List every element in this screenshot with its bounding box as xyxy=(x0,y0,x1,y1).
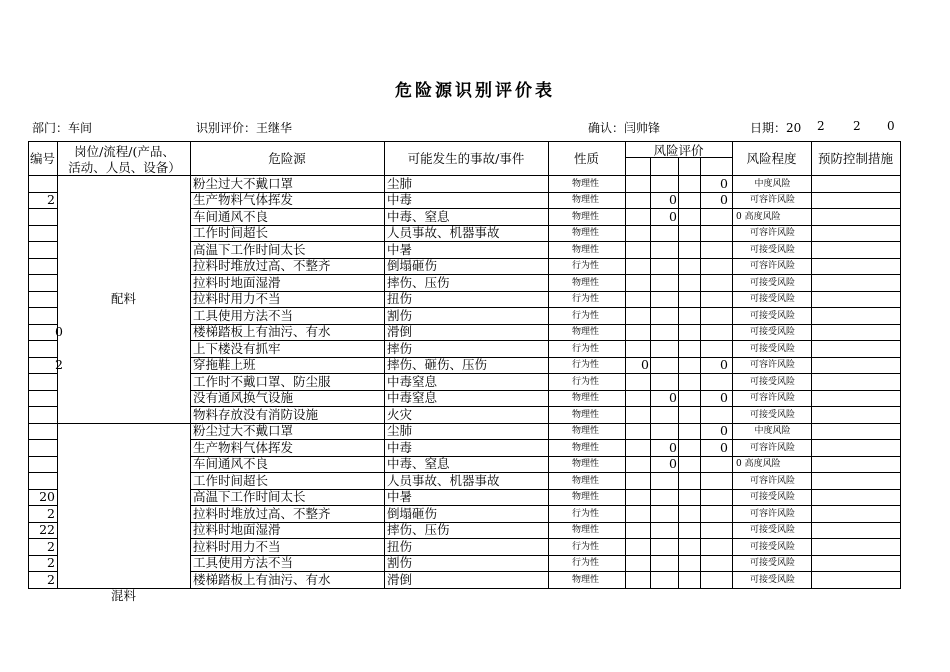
header-no: 编号 xyxy=(29,151,55,166)
grid-line xyxy=(28,423,57,424)
row-level: 中度风险 xyxy=(754,426,791,436)
row-hazard: 工具使用方法不当 xyxy=(193,555,294,570)
row-accident: 滑倒 xyxy=(387,571,413,587)
row-hazard: 高温下工作时间太长 xyxy=(193,489,306,504)
row-level: 可容许风险 xyxy=(749,393,795,403)
row-nature: 行为性 xyxy=(572,360,600,370)
row-accident: 中暑 xyxy=(387,489,413,504)
row-hazard: 拉料时用力不当 xyxy=(193,291,281,306)
row-accident: 滑倒 xyxy=(387,324,413,339)
row-accident: 倒塌砸伤 xyxy=(387,258,438,273)
row-hazard: 工作时不戴口罩、防尘服 xyxy=(193,373,331,389)
row-accident: 割伤 xyxy=(387,307,413,323)
row-level: 可接受风险 xyxy=(749,294,795,304)
row-marker: 0 xyxy=(55,324,63,339)
row-level: 0 高度风险 xyxy=(736,211,781,222)
row-accident: 中暑 xyxy=(387,241,413,257)
row-level: 可接受风险 xyxy=(749,574,795,585)
row-nature: 行为性 xyxy=(572,261,600,271)
row-no: 2 xyxy=(47,538,55,554)
grid-line xyxy=(28,208,57,209)
row-accident: 中毒 xyxy=(387,192,413,207)
row-level: 可容许风险 xyxy=(749,442,795,453)
row-no: 20 xyxy=(39,489,55,504)
grid-line xyxy=(28,456,57,457)
row-accident: 中毒、窒息 xyxy=(387,208,450,224)
row-nature: 物理性 xyxy=(572,492,600,502)
row-level: 可容许风险 xyxy=(749,360,795,370)
row-accident: 中毒窒息 xyxy=(387,373,438,389)
grid-line xyxy=(28,472,57,473)
row-level: 可容许风险 xyxy=(749,195,795,205)
row-accident: 尘肺 xyxy=(387,423,413,438)
row-nature: 物理性 xyxy=(572,244,600,255)
row-hazard: 工具使用方法不当 xyxy=(193,307,294,323)
group-label: 配料 xyxy=(110,290,136,306)
row-accident: 倒塌砸伤 xyxy=(387,505,438,521)
row-level: 可接受风险 xyxy=(749,327,795,337)
row-accident: 摔伤、砸伤、压伤 xyxy=(387,357,488,372)
header-measures: 预防控制措施 xyxy=(817,151,893,166)
row-hazard: 拉料时堆放过高、不整齐 xyxy=(193,505,331,521)
row-level: 可接受风险 xyxy=(749,541,795,552)
row-accident: 扭伤 xyxy=(387,538,413,554)
row-eval-mark: 0 xyxy=(720,439,728,455)
row-hazard: 上下楼没有抓牢 xyxy=(193,340,281,356)
row-hazard: 车间通风不良 xyxy=(193,208,269,224)
grid-line xyxy=(57,423,190,424)
row-accident: 中毒窒息 xyxy=(387,390,438,405)
row-accident: 割伤 xyxy=(387,555,413,570)
header-accident: 可能发生的事故/事件 xyxy=(407,151,525,166)
row-accident: 摔伤 xyxy=(387,340,413,356)
row-nature: 行为性 xyxy=(572,541,600,552)
row-nature: 物理性 xyxy=(572,178,600,189)
row-nature: 物理性 xyxy=(572,195,600,205)
row-level: 可容许风险 xyxy=(749,261,795,271)
row-no: 22 xyxy=(39,522,55,537)
grid-line xyxy=(548,141,549,589)
row-accident: 扭伤 xyxy=(387,291,413,306)
row-accident: 中毒、窒息 xyxy=(387,456,450,471)
row-level: 可接受风险 xyxy=(749,277,795,288)
grid-line xyxy=(28,307,57,308)
grid-line xyxy=(700,157,701,589)
grid-line xyxy=(28,390,57,391)
row-hazard: 工作时间超长 xyxy=(193,225,269,240)
row-no: 2 xyxy=(47,555,55,570)
row-nature: 行为性 xyxy=(572,508,600,519)
row-no: 2 xyxy=(47,505,55,521)
group-label: 混料 xyxy=(110,587,136,603)
evaluator-label: 识别评价：王继华 xyxy=(196,121,293,135)
row-nature: 物理性 xyxy=(572,475,600,486)
row-level: 可接受风险 xyxy=(749,558,795,568)
header-post: 活动、人员、设备） xyxy=(68,160,181,175)
grid-line xyxy=(28,340,57,341)
row-nature: 物理性 xyxy=(572,393,600,403)
header-nature: 性质 xyxy=(573,151,599,166)
row-level: 可接受风险 xyxy=(749,525,795,535)
row-eval-mark: 0 xyxy=(669,439,677,455)
date-part: 2 xyxy=(817,119,825,133)
row-nature: 行为性 xyxy=(572,343,600,354)
row-nature: 行为性 xyxy=(572,310,600,321)
row-hazard: 拉料时地面湿滑 xyxy=(193,274,281,290)
row-accident: 火灾 xyxy=(387,406,413,422)
grid-line xyxy=(384,141,385,589)
row-nature: 物理性 xyxy=(572,459,600,469)
row-eval-mark: 0 xyxy=(720,357,728,372)
grid-line xyxy=(28,258,57,259)
row-level: 可接受风险 xyxy=(749,244,795,255)
row-eval-mark: 0 xyxy=(669,208,677,224)
row-nature: 行为性 xyxy=(572,294,600,304)
row-eval-mark: 0 xyxy=(669,390,677,405)
row-accident: 尘肺 xyxy=(387,175,413,191)
grid-line xyxy=(190,141,191,589)
grid-line xyxy=(28,357,57,358)
department-label: 部门：车间 xyxy=(32,121,93,135)
date-part: 0 xyxy=(887,119,895,133)
date-label: 日期：20 xyxy=(750,121,802,135)
row-level: 可接受风险 xyxy=(749,492,795,502)
row-accident: 中毒 xyxy=(387,439,413,455)
row-hazard: 粉尘过大不戴口罩 xyxy=(193,423,294,438)
confirm-label: 确认：闫帅锋 xyxy=(588,121,661,135)
row-nature: 物理性 xyxy=(572,409,600,420)
row-eval-mark: 0 xyxy=(720,390,728,405)
row-hazard: 楼梯踏板上有油污、有水 xyxy=(193,324,331,339)
header-post: 岗位/流程/(产品、 xyxy=(74,144,175,159)
row-level: 中度风险 xyxy=(754,178,791,189)
row-level: 可接受风险 xyxy=(749,409,795,420)
grid-line xyxy=(28,406,57,407)
row-accident: 人员事故、机器事故 xyxy=(387,472,500,488)
row-level: 可容许风险 xyxy=(749,228,795,238)
row-no: 2 xyxy=(47,571,55,587)
row-hazard: 粉尘过大不戴口罩 xyxy=(193,175,294,191)
row-nature: 物理性 xyxy=(572,525,600,535)
row-eval-mark: 0 xyxy=(669,456,677,471)
row-hazard: 车间通风不良 xyxy=(193,456,269,471)
row-nature: 行为性 xyxy=(572,376,600,387)
row-accident: 摔伤、压伤 xyxy=(387,274,450,290)
row-hazard: 工作时间超长 xyxy=(193,472,269,488)
row-hazard: 高温下工作时间太长 xyxy=(193,241,306,257)
page-title: 危险源识别评价表 xyxy=(395,81,555,101)
row-accident: 人员事故、机器事故 xyxy=(387,225,500,240)
row-nature: 物理性 xyxy=(572,277,600,288)
row-nature: 物理性 xyxy=(572,211,600,222)
date-part: 2 xyxy=(853,119,861,133)
row-hazard: 拉料时地面湿滑 xyxy=(193,522,281,537)
row-eval-mark: 0 xyxy=(720,192,728,207)
row-nature: 物理性 xyxy=(572,426,600,436)
row-hazard: 物料存放没有消防设施 xyxy=(193,406,319,422)
header-eval: 风险评价 xyxy=(653,143,704,158)
row-hazard: 没有通风换气设施 xyxy=(193,390,294,405)
row-nature: 物理性 xyxy=(572,327,600,337)
grid-line xyxy=(28,225,57,226)
row-nature: 物理性 xyxy=(572,228,600,238)
row-nature: 物理性 xyxy=(572,574,600,585)
row-hazard: 生产物料气体挥发 xyxy=(193,439,294,455)
row-hazard: 拉料时用力不当 xyxy=(193,538,281,554)
row-no: 2 xyxy=(47,192,55,207)
grid-line xyxy=(625,141,626,589)
row-nature: 物理性 xyxy=(572,442,600,453)
row-eval-mark: 0 xyxy=(669,192,677,207)
row-accident: 摔伤、压伤 xyxy=(387,522,450,537)
grid-line xyxy=(28,324,57,325)
grid-line xyxy=(732,141,733,589)
row-eval-mark: 0 xyxy=(641,357,649,372)
row-level: 可容许风险 xyxy=(749,508,795,519)
header-hazard: 危险源 xyxy=(268,151,306,166)
grid-line xyxy=(28,291,57,292)
grid-line xyxy=(900,141,901,589)
grid-line xyxy=(28,373,57,374)
grid-line xyxy=(28,241,57,242)
row-level: 可接受风险 xyxy=(749,343,795,354)
row-hazard: 楼梯踏板上有油污、有水 xyxy=(193,571,331,587)
row-hazard: 生产物料气体挥发 xyxy=(193,192,294,207)
row-level: 可接受风险 xyxy=(749,376,795,387)
grid-line xyxy=(811,141,812,589)
row-hazard: 穿拖鞋上班 xyxy=(193,357,256,372)
row-level: 可容许风险 xyxy=(749,475,795,486)
row-hazard: 拉料时堆放过高、不整齐 xyxy=(193,258,331,273)
row-eval-mark: 0 xyxy=(720,423,728,438)
row-marker: 2 xyxy=(55,357,63,372)
header-level: 风险程度 xyxy=(746,151,797,166)
row-nature: 行为性 xyxy=(572,558,600,568)
row-eval-mark: 0 xyxy=(720,175,728,191)
row-level: 可接受风险 xyxy=(749,310,795,321)
grid-line xyxy=(28,274,57,275)
row-level: 0 高度风险 xyxy=(736,459,781,469)
grid-line xyxy=(28,439,57,440)
